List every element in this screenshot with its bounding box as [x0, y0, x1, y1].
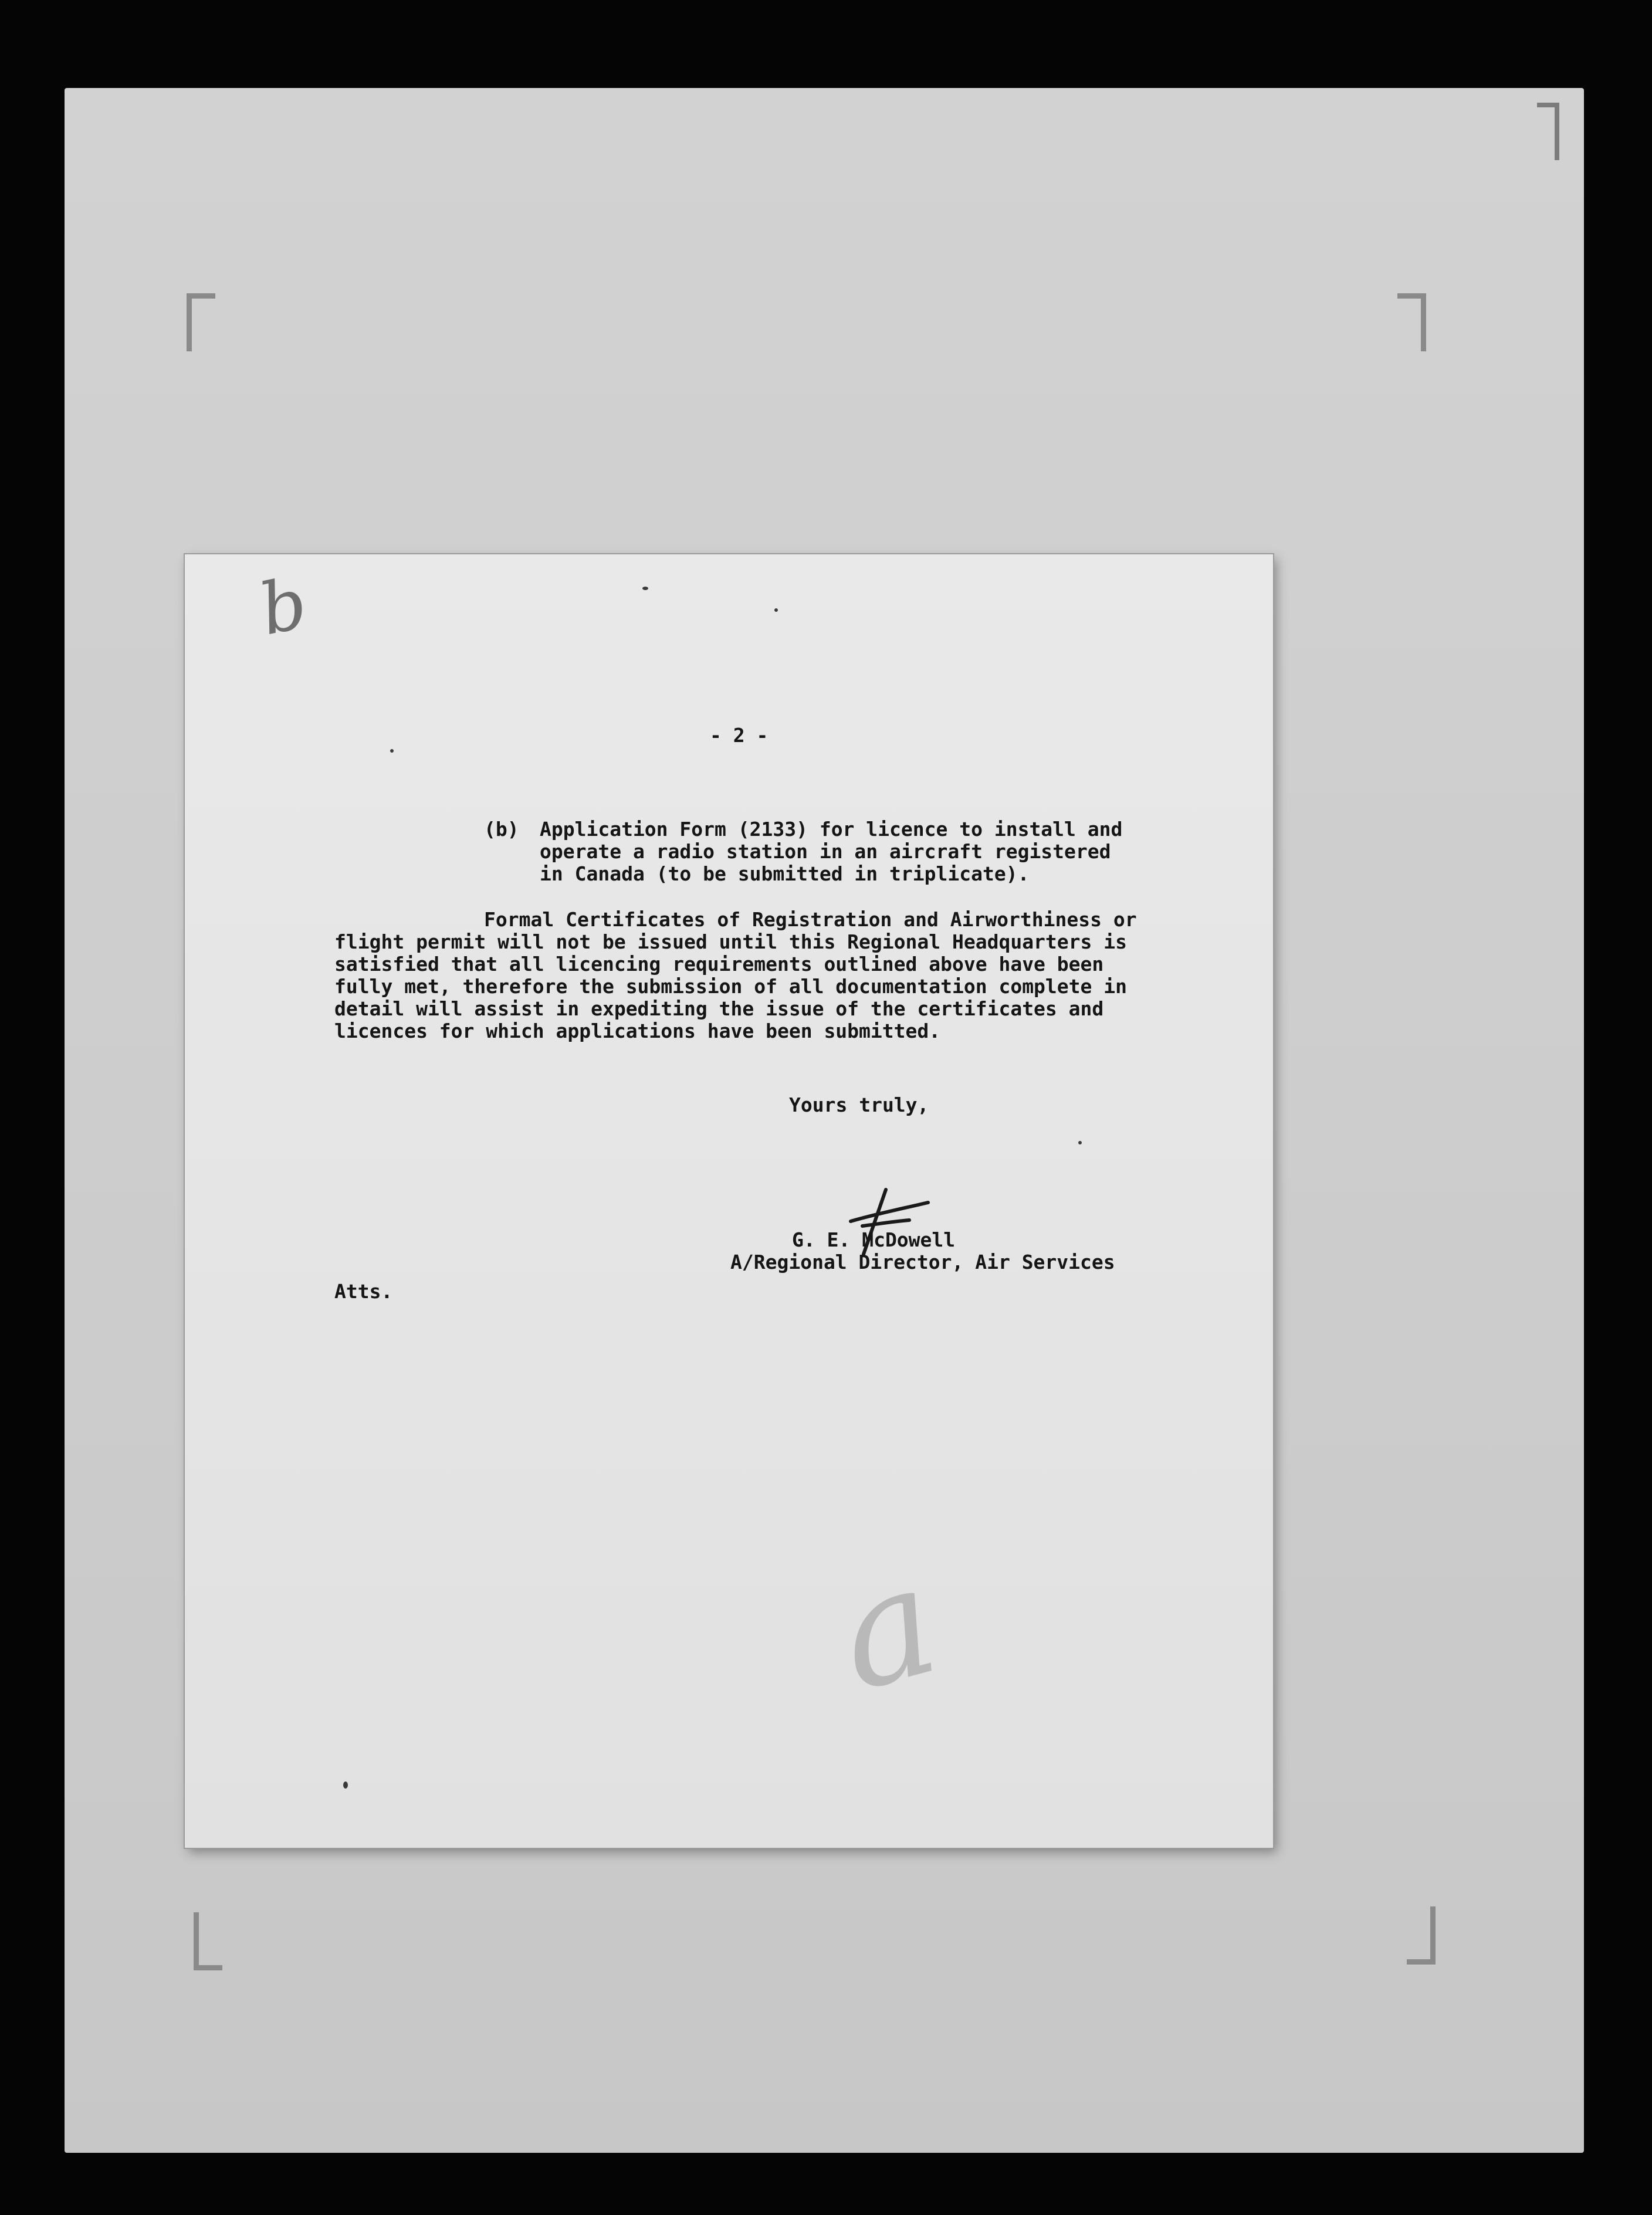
paragraph-line: satisfied that all licencing requirements outlined above have been	[334, 953, 1104, 976]
attachments-note: Atts.	[334, 1280, 393, 1303]
paragraph-line: fully met, therefore the submission of all documentation complete in	[334, 975, 1128, 998]
paper-speck	[774, 608, 778, 612]
paper-speck	[343, 1782, 348, 1789]
signer-title: A/Regional Director, Air Services	[730, 1251, 1115, 1274]
crop-mark-top-right	[1397, 293, 1426, 351]
paper-speck	[1078, 1141, 1082, 1144]
item-line: Application Form (2133) for licence to install and	[540, 818, 1123, 841]
paragraph-line: detail will assist in expediting the issue of the certificates and	[334, 997, 1104, 1020]
paragraph-line: Formal Certificates of Registration and Airworthiness or	[484, 908, 1137, 931]
crop-mark-top-left	[187, 293, 215, 351]
paper-speck	[642, 587, 648, 590]
crop-mark-bottom-left	[194, 1912, 222, 1970]
closing-salutation: Yours truly,	[789, 1093, 929, 1116]
page-number: - 2 -	[710, 724, 769, 747]
paper-speck	[390, 749, 394, 753]
crop-mark-sheet-corner	[1537, 103, 1559, 160]
item-marker: (b)	[484, 818, 519, 841]
crop-mark-bottom-right	[1407, 1906, 1436, 1965]
paragraph-line: licences for which applications have been submitted.	[334, 1020, 941, 1042]
paragraph-line: flight permit will not be issued until this Regional Headquarters is	[334, 930, 1128, 953]
item-line: in Canada (to be submitted in triplicate).	[540, 862, 1030, 885]
letter-page	[185, 554, 1273, 1848]
handwritten-mark-bottom: a	[820, 1531, 954, 1726]
signer-name: G. E. McDowell	[792, 1228, 956, 1251]
handwritten-mark-top: b	[253, 562, 314, 652]
item-line: operate a radio station in an aircraft registered	[540, 840, 1111, 863]
